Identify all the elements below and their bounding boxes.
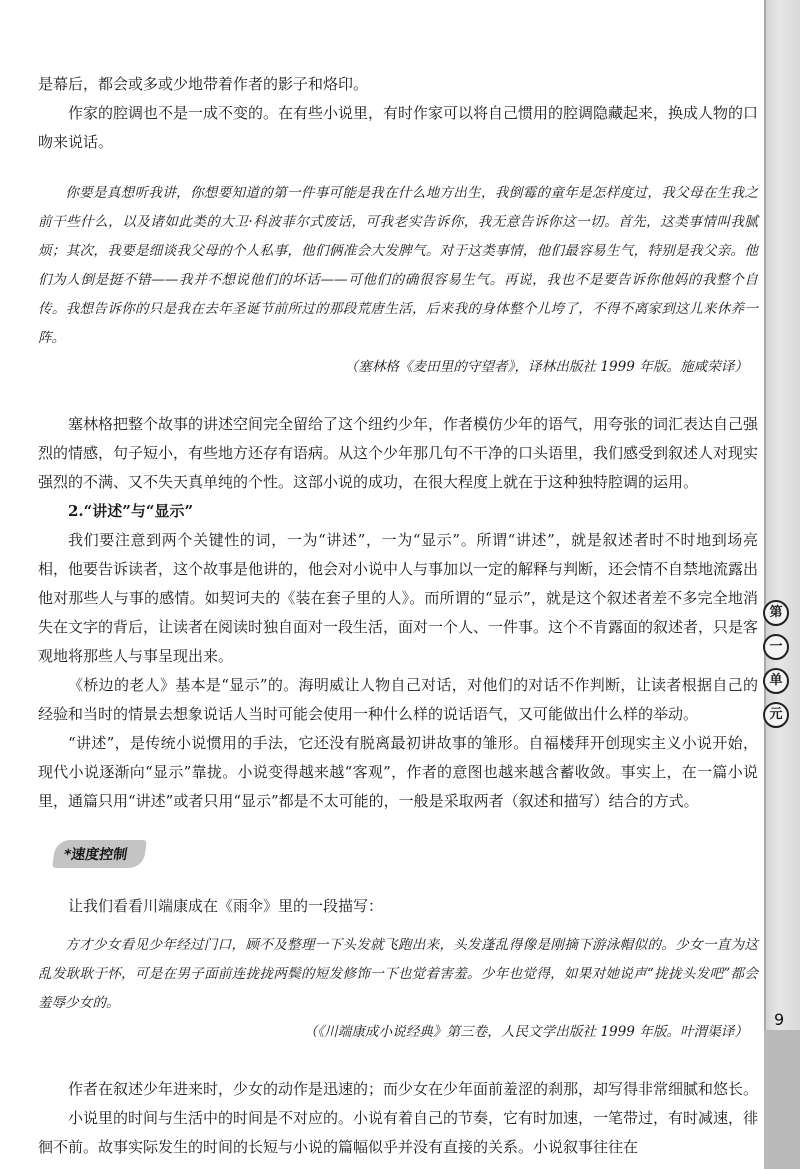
unit-tab-char: 元 — [763, 702, 789, 728]
paragraph: 我们要注意到两个关键性的词，一为“讲述”，一为“显示”。所谓“讲述”，就是叙述者时不时地到场亮相，他要告诉读者，这个故事是他讲的，他会对小说中人与事加以一定的解释与判断，还会情不自禁地流露出他对那些人与事的感情。如契诃夫的《装在套子里的人》。而所谓的“显示”，就是这个叙述者差不多完全地消失在文字的背后，让读者在阅读时独自面对一段生活，面对一个人、一件事。这个不肯露面的叙述者，只是客观地将那些人与事呈现出来。 — [38, 531, 759, 665]
unit-tab-char: 第 — [763, 600, 789, 626]
paragraph: 《桥边的老人》基本是“显示”的。海明威让人物自己对话，对他们的对话不作判断，让读者根据自己的经验和当时的情景去想象说话人当时可能会使用一种什么样的说话语气，又可能做出什么样的举动。 — [38, 676, 758, 723]
paragraph: 作家的腔调也不是一成不变的。在有些小说里，有时作家可以将自己惯用的腔调隐藏起来，换成人物的口吻来说话。 — [38, 104, 759, 151]
spacer — [38, 382, 758, 410]
paragraph: 塞林格把整个故事的讲述空间完全留给了这个纽约少年，作者模仿少年的语气，用夸张的词汇表达自己强烈的情感，句子短小，有些地方还存有语病。从这个少年那几句不干净的口头语里，我们感受到叙述人对现实强烈的不满、又不失天真单纯的个性。这部小说的成功，在很大程度上就在于这种独特腔调的运用。 — [38, 415, 759, 491]
paragraph: 小说里的时间与生活中的时间是不对应的。小说有着自己的节奏，它有时加速，一笔带过，有时减速，徘徊不前。故事实际发生的时间的长短与小说的篇幅似乎并没有直接的关系。小说叙事往往在 — [38, 1109, 759, 1156]
page-edge-lower-band — [764, 1030, 800, 1169]
quotation-source: （塞林格《麦田里的守望者》，译林出版社 1999 年版。施咸荣译） — [344, 359, 748, 375]
paragraph: “讲述”，是传统小说惯用的手法，它还没有脱离最初讲故事的雏形。自福楼拜开创现实主义小说开始，现代小说逐渐向“显示”靠拢。小说变得越来越“客观”，作者的意图也越来越含蓄收敛。事实上，在一篇小说里，通篇只用“讲述”或者只用“显示”都是不太可能的，一般是采取两者（叙述和描写）结合的方式。 — [38, 734, 758, 810]
page-edge-strip — [764, 0, 800, 1169]
spacer — [38, 1047, 758, 1075]
section-heading: 2.“讲述”与“显示” — [68, 502, 194, 520]
unit-tab — [761, 600, 791, 728]
page-number: 9 — [774, 1010, 785, 1029]
quotation-source: （《川端康成小说经典》第三卷，人民文学出版社 1999 年版。叶渭渠译） — [303, 1024, 748, 1040]
page-body — [38, 70, 758, 1162]
quotation-block: 方才少女看见少年经过门口，顾不及整理一下头发就飞跑出来，头发蓬乱得像是刚摘下游泳帽似的。少女一直为这乱发耿耿于怀，可是在男子面前连拢拢两鬓的短发修饰一下也觉着害羞。少年也觉得，如果对她说声“拢拢头发吧”都会羞辱少女的。 — [38, 937, 758, 1011]
unit-tab-char: 单 — [763, 668, 789, 694]
section-tag: *速度控制 — [52, 840, 147, 868]
paragraph: 是幕后，都会或多或少地带着作者的影子和烙印。 — [38, 75, 369, 93]
quotation-block: 你要是真想听我讲，你想要知道的第一件事可能是我在什么地方出生，我倒霉的童年是怎样度过，我父母在生我之前干些什么，以及诸如此类的大卫·科波菲尔式废话，可我老实告诉你，我无意告诉你这一切。首先，这类事情叫我腻烦；其次，我要是细谈我父母的个人私事，他们俩准会大发脾气。对于这类事情，他们最容易生气，特别是我父亲。他们为人倒是挺不错——我并不想说他们的坏话——可他们的确很容易生气。再说，我也不是要告诉你他妈的我整个自传。我想告诉你的只是我在去年圣诞节前所过的那段荒唐生活，后来我的身体整个儿垮了，不得不离家到这儿来休养一阵。 — [38, 185, 758, 346]
paragraph: 让我们看看川端康成在《雨伞》里的一段描写： — [68, 897, 384, 915]
paragraph: 作者在叙述少年进来时，少女的动作是迅速的；而少女在少年面前羞涩的刹那，却写得非常细腻和悠长。 — [68, 1080, 759, 1098]
unit-tab-char: 一 — [763, 634, 789, 660]
page-edge-line — [764, 0, 766, 1169]
